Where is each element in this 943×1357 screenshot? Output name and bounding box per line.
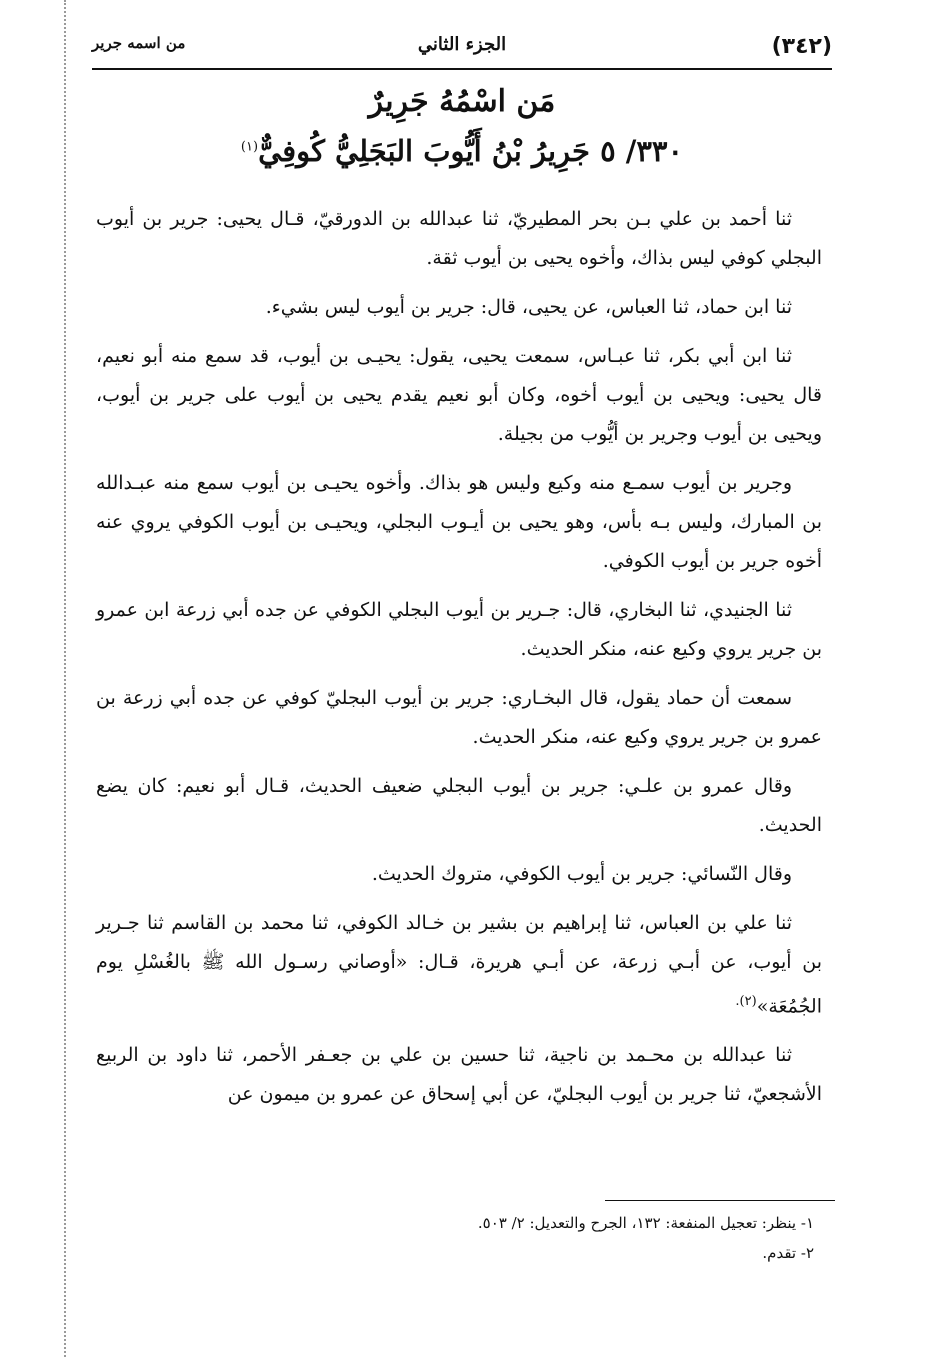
entry-title [92, 134, 832, 168]
entry-title-text: ٣٣٠/ ٥ جَرِيرُ بْنُ أَيُّوبَ البَجَلِيُّ كُوفِيٌّ [258, 134, 684, 168]
footnote-ref: (٢). [735, 994, 757, 1009]
paragraph [96, 904, 822, 1026]
paragraph: وقال النّسائي: جرير بن أيوب الكوفي، متروك الحديث. [371, 863, 792, 885]
paragraph: ثنا ابن أبي بكر، ثنا عبـاس، سمعت يحيى، يقول: يحيـى بن أيوب، قد سمع منه أبو نعيم، قال يحيى: ويحيى بن أيوب أخوه، وكان أبو نعيم يقدم يحيى بن أيوب على جرير بن أيوب، ويحيى بن أيوب وجرير بن أيُّوب من بجيلة. [96, 345, 822, 445]
section-title: مَن اسْمُهُ جَرِيرٌ [368, 84, 556, 119]
paragraph: ثنا أحمد بن علي بـن بحر المطيريّ، ثنا عبدالله بن الدورقيّ، قـال يحيى: جرير بن أيوب البجلي كوفي ليس بذاك، وأخوه يحيى بن أيوب ثقة. [96, 208, 822, 269]
part-title: الجزء الثاني [417, 34, 507, 55]
running-header [92, 30, 832, 66]
paragraph-text: ثنا علي بن العباس، ثنا إبراهيم بن بشير بن خـالد الكوفي، ثنا محمد بن القاسم ثنا جـرير بن أيوب، عن أبـي زرعة، عن أبـي هريرة، قـال: «أوصاني رسـول الله ﷺ بالغُسْلِ يوم الجُمُعَة» [96, 912, 822, 1018]
footnote-2: ٢- تقدم. [762, 1244, 814, 1262]
paragraph: ثنا عبدالله بن محـمد بن ناجية، ثنا حسين بن علي بن جعـفر الأحمر، ثنا داود بن الربيع الأشجعيّ، ثنا جرير بن أيوب البجليّ، عن أبي إسحاق عن عمرو بن ميمون عن [96, 1044, 822, 1106]
section-running-title: من اسمه جرير [92, 34, 186, 52]
main-text [96, 200, 822, 1124]
paragraph: ثنا ابن حماد، ثنا العباس، عن يحيى، قال: جرير بن أيوب ليس بشيء. [265, 296, 792, 318]
page-number: (٣٤٢) [771, 34, 832, 59]
entry-footnote-ref: (١) [240, 139, 259, 155]
footnote-1: ١- ينظر: تعجيل المنفعة: ١٣٢، الجرح والتعديل: ٢/ ٥٠٣. [477, 1214, 814, 1232]
footnotes [96, 1208, 814, 1268]
header-rule [92, 68, 832, 70]
paragraph: سمعت أن حماد يقول، قال البخـاري: جرير بن أيوب البجليّ كوفي عن جده أبي زرعة بن عمرو بن جرير يروي وكيع عنه، منكر الحديث. [96, 687, 822, 748]
binding-dotted-line [64, 0, 66, 1357]
paragraph: وقال عمرو بن علـي: جرير بن أيوب البجلي ضعيف الحديث، قـال أبو نعيم: كان يضع الحديث. [96, 775, 822, 836]
paragraph: وجرير بن أيوب سمـع منه وكيع وليس هو بذاك. وأخوه يحيـى بن أيوب سمع منه عبـدالله بن المبارك، وليس بـه بأس، وهو يحيى بن أيـوب البجلي، ويحيـى بن أيوب الكوفي يروي عنه أخوه جرير بن أيوب الكوفي. [96, 472, 822, 572]
paragraph: ثنا الجنيدي، ثنا البخاري، قال: جـرير بن أيوب البجلي الكوفي عن جده أبي زرعة ابن عمرو بن جرير يروي وكيع عنه، منكر الحديث. [96, 599, 822, 660]
footnote-rule [605, 1200, 835, 1201]
